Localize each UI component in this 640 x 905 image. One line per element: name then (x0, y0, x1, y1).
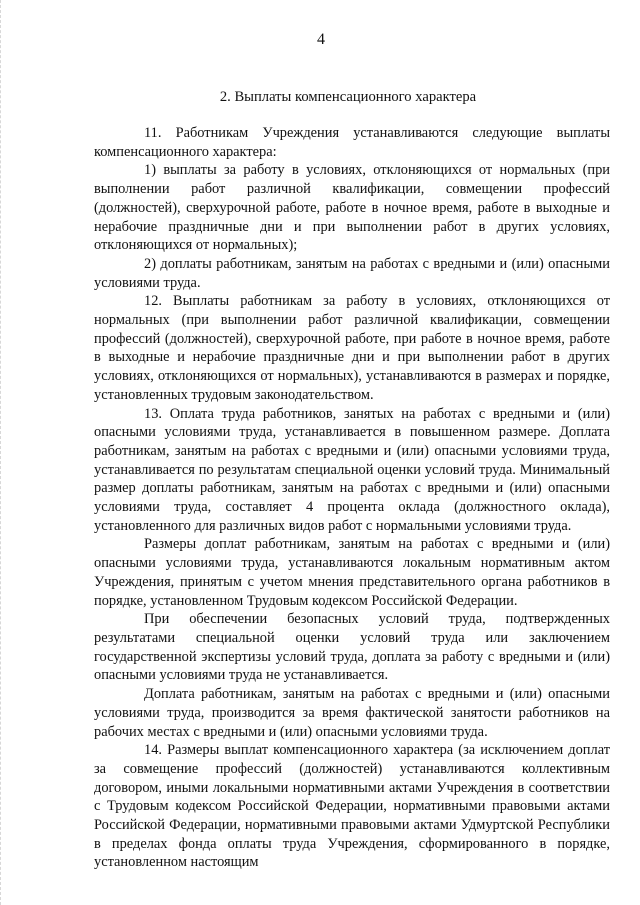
paragraph-11-item-2: 2) доплаты работникам, занятым на работах с вредными и (или) опасными условиями труда. (94, 255, 610, 291)
paragraph-14: 14. Размеры выплат компенсационного характера (за исключением доплат за совмещение профессий (должностей) устанавливаются коллективным договором, иными локальными нормативными актами Учреждения в соответствии с Трудовым кодексом Российской Федерации, нормативными правовыми актами Российской Федерации, нормативными правовыми актами Удмуртской Республики в пределах фонда оплаты труда Учреждения, сформированного в порядке, установленном настоящим (94, 742, 610, 871)
page-number: 4 (317, 31, 325, 48)
paragraph-11: 11. Работникам Учреждения устанавливаются следующие выплаты компенсационного характера: (94, 125, 610, 160)
paragraph-13-sizes: Размеры доплат работникам, занятым на работах с вредными и (или) опасными условиями труда, устанавливаются локальным нормативным актом Учреждения, принятым с учетом мнения представительного органа работников в порядке, установленном Трудовым кодексом Российской Федерации. (94, 536, 610, 609)
section-title: 2. Выплаты компенсационного характера (219, 89, 477, 105)
paragraph-13-safe-conditions: При обеспечении безопасных условий труда, подтвержденных результатами специальной оценки условий труда или заключением государственной экспертизы условий труда, доплата за работу с вредными и (или) опасными условиями труда не устанавливается. (94, 611, 610, 684)
body-text (94, 124, 610, 872)
paragraph-13-actual-time: Доплата работникам, занятым на работах с вредными и (или) опасными условиями труда, производится за время фактической занятости работников на рабочих местах с вредными и (или) опасными условиями труда. (94, 686, 610, 740)
paragraph-11-item-1: 1) выплаты за работу в условиях, отклоняющихся от нормальных (при выполнении работ различной квалификации, совмещении профессий (должностей), сверхурочной работе, работе в ночное время, работе в выходные и нерабочие праздничные дни и при выполнении работ в других условиях, отклоняющихся от нормальных); (94, 162, 610, 254)
paragraph-12: 12. Выплаты работникам за работу в условиях, отклоняющихся от нормальных (при выполнении работ различной квалификации, совмещении профессий (должностей), сверхурочной работе, при работе в ночное время, работе в выходные и нерабочие праздничные дни и при выполнении работ в других условиях, отклоняющихся от нормальных), устанавливаются в размерах и порядке, установленных трудовым законодательством. (94, 293, 610, 403)
paragraph-13: 13. Оплата труда работников, занятых на работах с вредными и (или) опасными условиями труда, устанавливается в повышенном размере. Доплата работникам, занятым на работах с вредными и (или) опасными условиями труда, устанавливается по результатам специальной оценки условий труда. Минимальный размер доплаты работникам, занятым на работах с вредными и (или) опасными условиями труда, составляет 4 процента оклада (должностного оклада), установленного для различных видов работ с нормальными условиями труда. (94, 405, 610, 534)
